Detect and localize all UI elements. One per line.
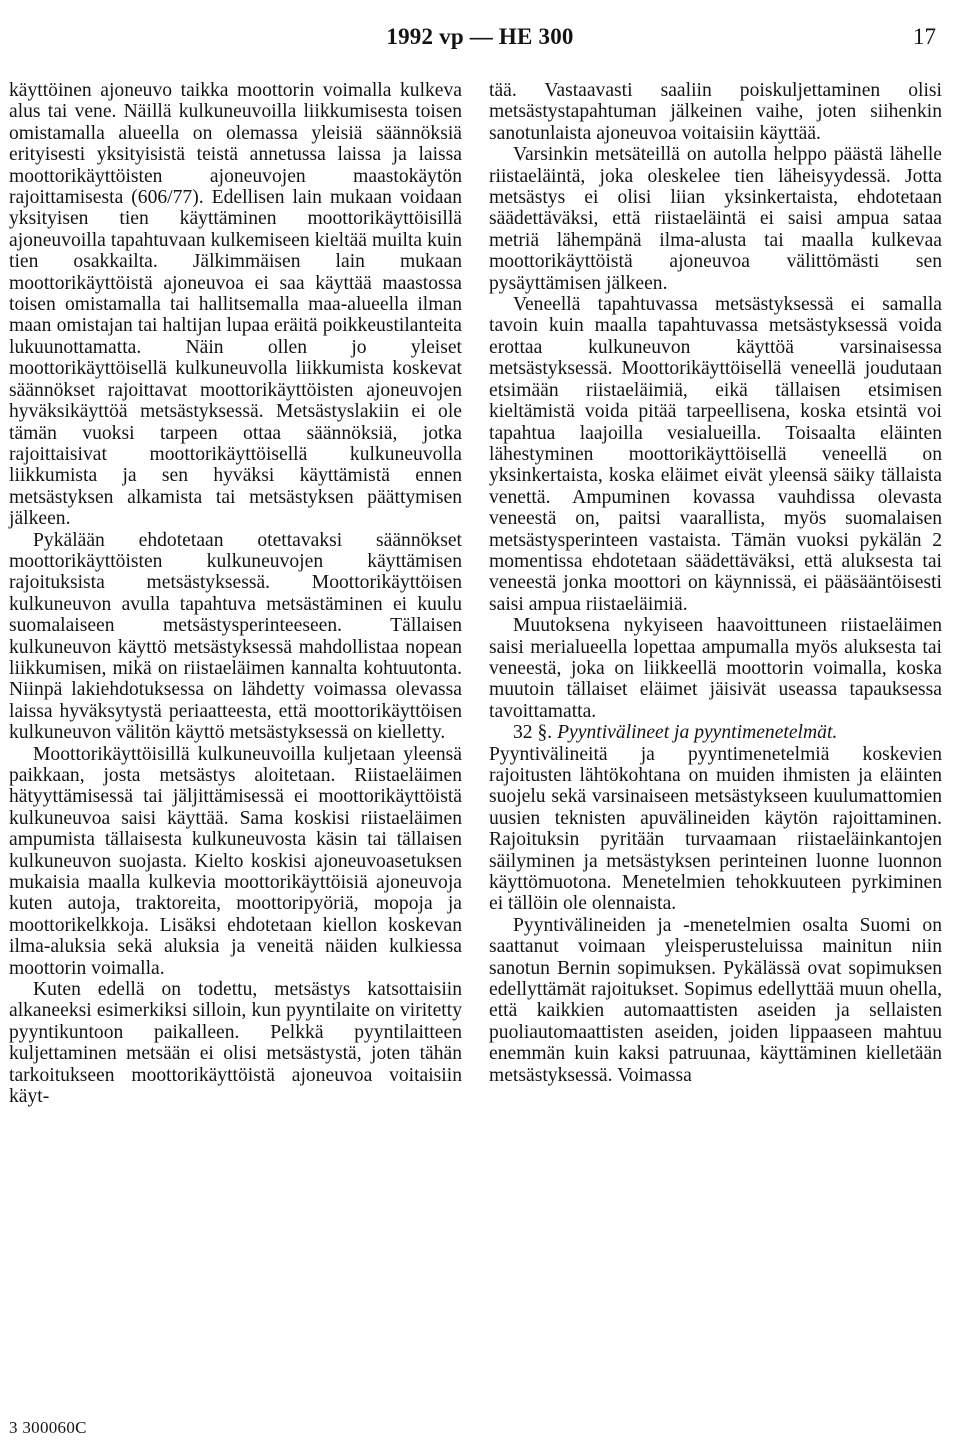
section-heading xyxy=(489,722,942,743)
paragraph: Pyyntivälineitä ja pyyntimenetelmiä koskevien rajoitusten lähtökohtana on muiden ihmisten ja eläinten suojelu sekä varsinaiseen metsästykseen kuulumattomien uusien teknisten apuvälineiden käytön rajoittaminen. Rajoituksin pyritään turvaamaan riistaeläinkantojen säilyminen ja metsästyksen perinteinen luonne luonnon käyttömuotona. Menetelmien tehokkuuteen pyrkiminen ei tällöin ole olennaista. xyxy=(489,743,942,915)
paragraph: Varsinkin metsäteillä on autolla helppo päästä lähelle riistaeläintä, joka oleskelee tien läheisyydessä. Jotta metsästys ei olisi liian yksinkertaista, ehdotetaan säädettäväksi, että riistaeläintä ei saisi ampua sataa metriä lähempänä ilma-alusta tai maalla kulkevaa moottorikäyttöistä ajoneuvoa välittömästi sen pysäyttämisen jälkeen. xyxy=(489,144,942,294)
section-number: 32 §. xyxy=(513,722,553,744)
paragraph: Pykälään ehdotetaan otettavaksi säännökset moottorikäyttöisten kulkuneuvojen käyttämisen rajoituksista metsästyksessä. Moottorikäyttöisen kulkuneuvon avulla tapahtuva metsästäminen ei kuulu suomalaiseen metsästysperinteeseen. Tällaisen kulkuneuvon käyttö metsästyksessä mahdollistaa nopean liikkumisen, mikä on riistaeläimen kannalta kohtuutonta. Niinpä lakiehdotuksessa on lähdetty voimassa olevassa laissa hyväksytystä periaatteesta, että moottorikäyttöisen kulkuneuvon välitön käyttö metsästyksessä on kielletty. xyxy=(9,529,462,744)
paragraph: Veneellä tapahtuvassa metsästyksessä ei samalla tavoin kuin maalla tapahtuvassa metsästyksessä voida erottaa kulkuneuvon käyttöä varsinaisessa metsästyksessä. Moottorikäyttöisellä veneellä joudutaan etsimään riistaeläimiä, eikä tällaisen etsimisen kieltämistä voida pitää tarpeellisena, koska etsintä voi tapahtua laajoilla vesialueilla. Toisaalta eläinten lähestyminen moottorikäyttöisellä veneellä on yksinkertaista, koska eläimet eivät yleensä säiky tällaista venettä. Ampuminen kovassa vauhdissa olevasta veneestä on, paitsi vaarallista, myös suomalaisen metsästysperinteen vastaista. Tämän vuoksi pykälän 2 momentissa ehdotetaan säädettäväksi, että aluksesta tai veneestä jonka moottori on käynnissä, ei pääsääntöisesti saisi ampua riistaeläimiä. xyxy=(489,294,942,615)
paragraph: tää. Vastaavasti saaliin poiskuljettaminen olisi metsästystapahtuman jälkeinen vaihe, joten siihenkin sanotunlaista ajoneuvoa voitaisiin käyttää. xyxy=(489,80,942,144)
paragraph: Moottorikäyttöisillä kulkuneuvoilla kuljetaan yleensä paikkaan, josta metsästys aloitetaan. Riistaeläimen hätyyttämisessä tai jäljittämisessä ei moottorikäyttöistä kulkuneuvoa saisi käyttää. Sama koskisi riistaeläimen ampumista tällaisesta kulkuneuvosta käsin tai tällaisen kulkuneuvon suojasta. Kielto koskisi ajoneuvoasetuksen mukaisia maalla kulkevia moottorikäyttöisiä ajoneuvoja kuten autoja, traktoreita, moottoripyöriä, mopoja ja moottorikelkkoja. Lisäksi ehdotetaan kiellon koskevan ilma-aluksia sekä aluksia ja veneitä näiden kulkiessa moottorin voimalla. xyxy=(9,743,462,979)
paragraph: käyttöinen ajoneuvo taikka moottorin voimalla kulkeva alus tai vene. Näillä kulkuneuvoilla liikkumisesta toisen omistamalla alueella on olemassa yleisiä säännöksiä erityisesti yksityisistä teistä annetussa laissa ja laissa moottorikäyttöisten ajoneuvojen maastokäytön rajoittamisesta (606/77). Edellisen lain mukaan voidaan yksityisen tien käyttäminen moottorikäyttöisillä ajoneuvoilla tapahtuvaan kulkemiseen kieltää muilta kuin tien osakkailta. Jälkimmäisen lain mukaan moottorikäyttöistä ajoneuvoa ei saa käyttää maastossa toisen omistamalla tai hallitsemalla maa-alueella ilman maan omistajan tai haltijan lupaa eräitä poikkeustilanteita lukuunottamatta. Näin ollen jo yleiset moottorikäyttöisellä kulkuneuvolla liikkumista koskevat säännökset rajoittavat moottorikäyttöisten ajoneuvojen hyväksikäyttöä metsästyksessä. Metsästyslakiin ei ole tämän vuoksi tarpeen ottaa säännöksiä, jotka rajoittaisivat moottorikäyttöisellä kulkuneuvolla liikkumista ja sen hyväksi käyttämistä ennen metsästyksen alkamista tai metsästyksen päättymisen jälkeen. xyxy=(9,80,462,530)
print-code: 3 300060C xyxy=(9,1418,87,1437)
page-number: 17 xyxy=(913,24,936,49)
page-header xyxy=(0,24,960,54)
paragraph: Pyyntivälineiden ja -menetelmien osalta Suomi on saattanut voimaan yleisperusteluissa mainitun niin sanotun Bernin sopimuksen. Pykälässä ovat sopimuksen edellyttämät rajoitukset. Sopimus edellyttää muun ohella, että kaikkien automaattisten aseiden ja sellaisten puoliautomaattisten aseiden, joiden lippaaseen mahtuu enemmän kuin kaksi patruunaa, käyttäminen kielletään metsästyksessä. Voimassa xyxy=(489,914,942,1086)
section-title: Pyyntivälineet ja pyyntimenetelmät. xyxy=(557,722,838,744)
left-column xyxy=(9,80,462,1108)
running-title: 1992 vp — HE 300 xyxy=(386,24,574,49)
right-column xyxy=(489,80,942,1086)
paragraph: Kuten edellä on todettu, metsästys katsottaisiin alkaneeksi esimerkiksi silloin, kun pyyntilaite on viritetty pyyntikuntoon paikalleen. Pelkkä pyyntilaitteen kuljettaminen metsään ei olisi metsästystä, joten tähän tarkoitukseen moottorikäyttöistä ajoneuvoa voitaisiin käyt- xyxy=(9,979,462,1108)
paragraph: Muutoksena nykyiseen haavoittuneen riistaeläimen saisi merialueella lopettaa ampumalla myös aluksesta tai veneestä, joka on liikkeellä moottorin voimalla, koska muutoin tällaiset eläimet jäisivät useassa tapauksessa tavoittamatta. xyxy=(489,615,942,722)
